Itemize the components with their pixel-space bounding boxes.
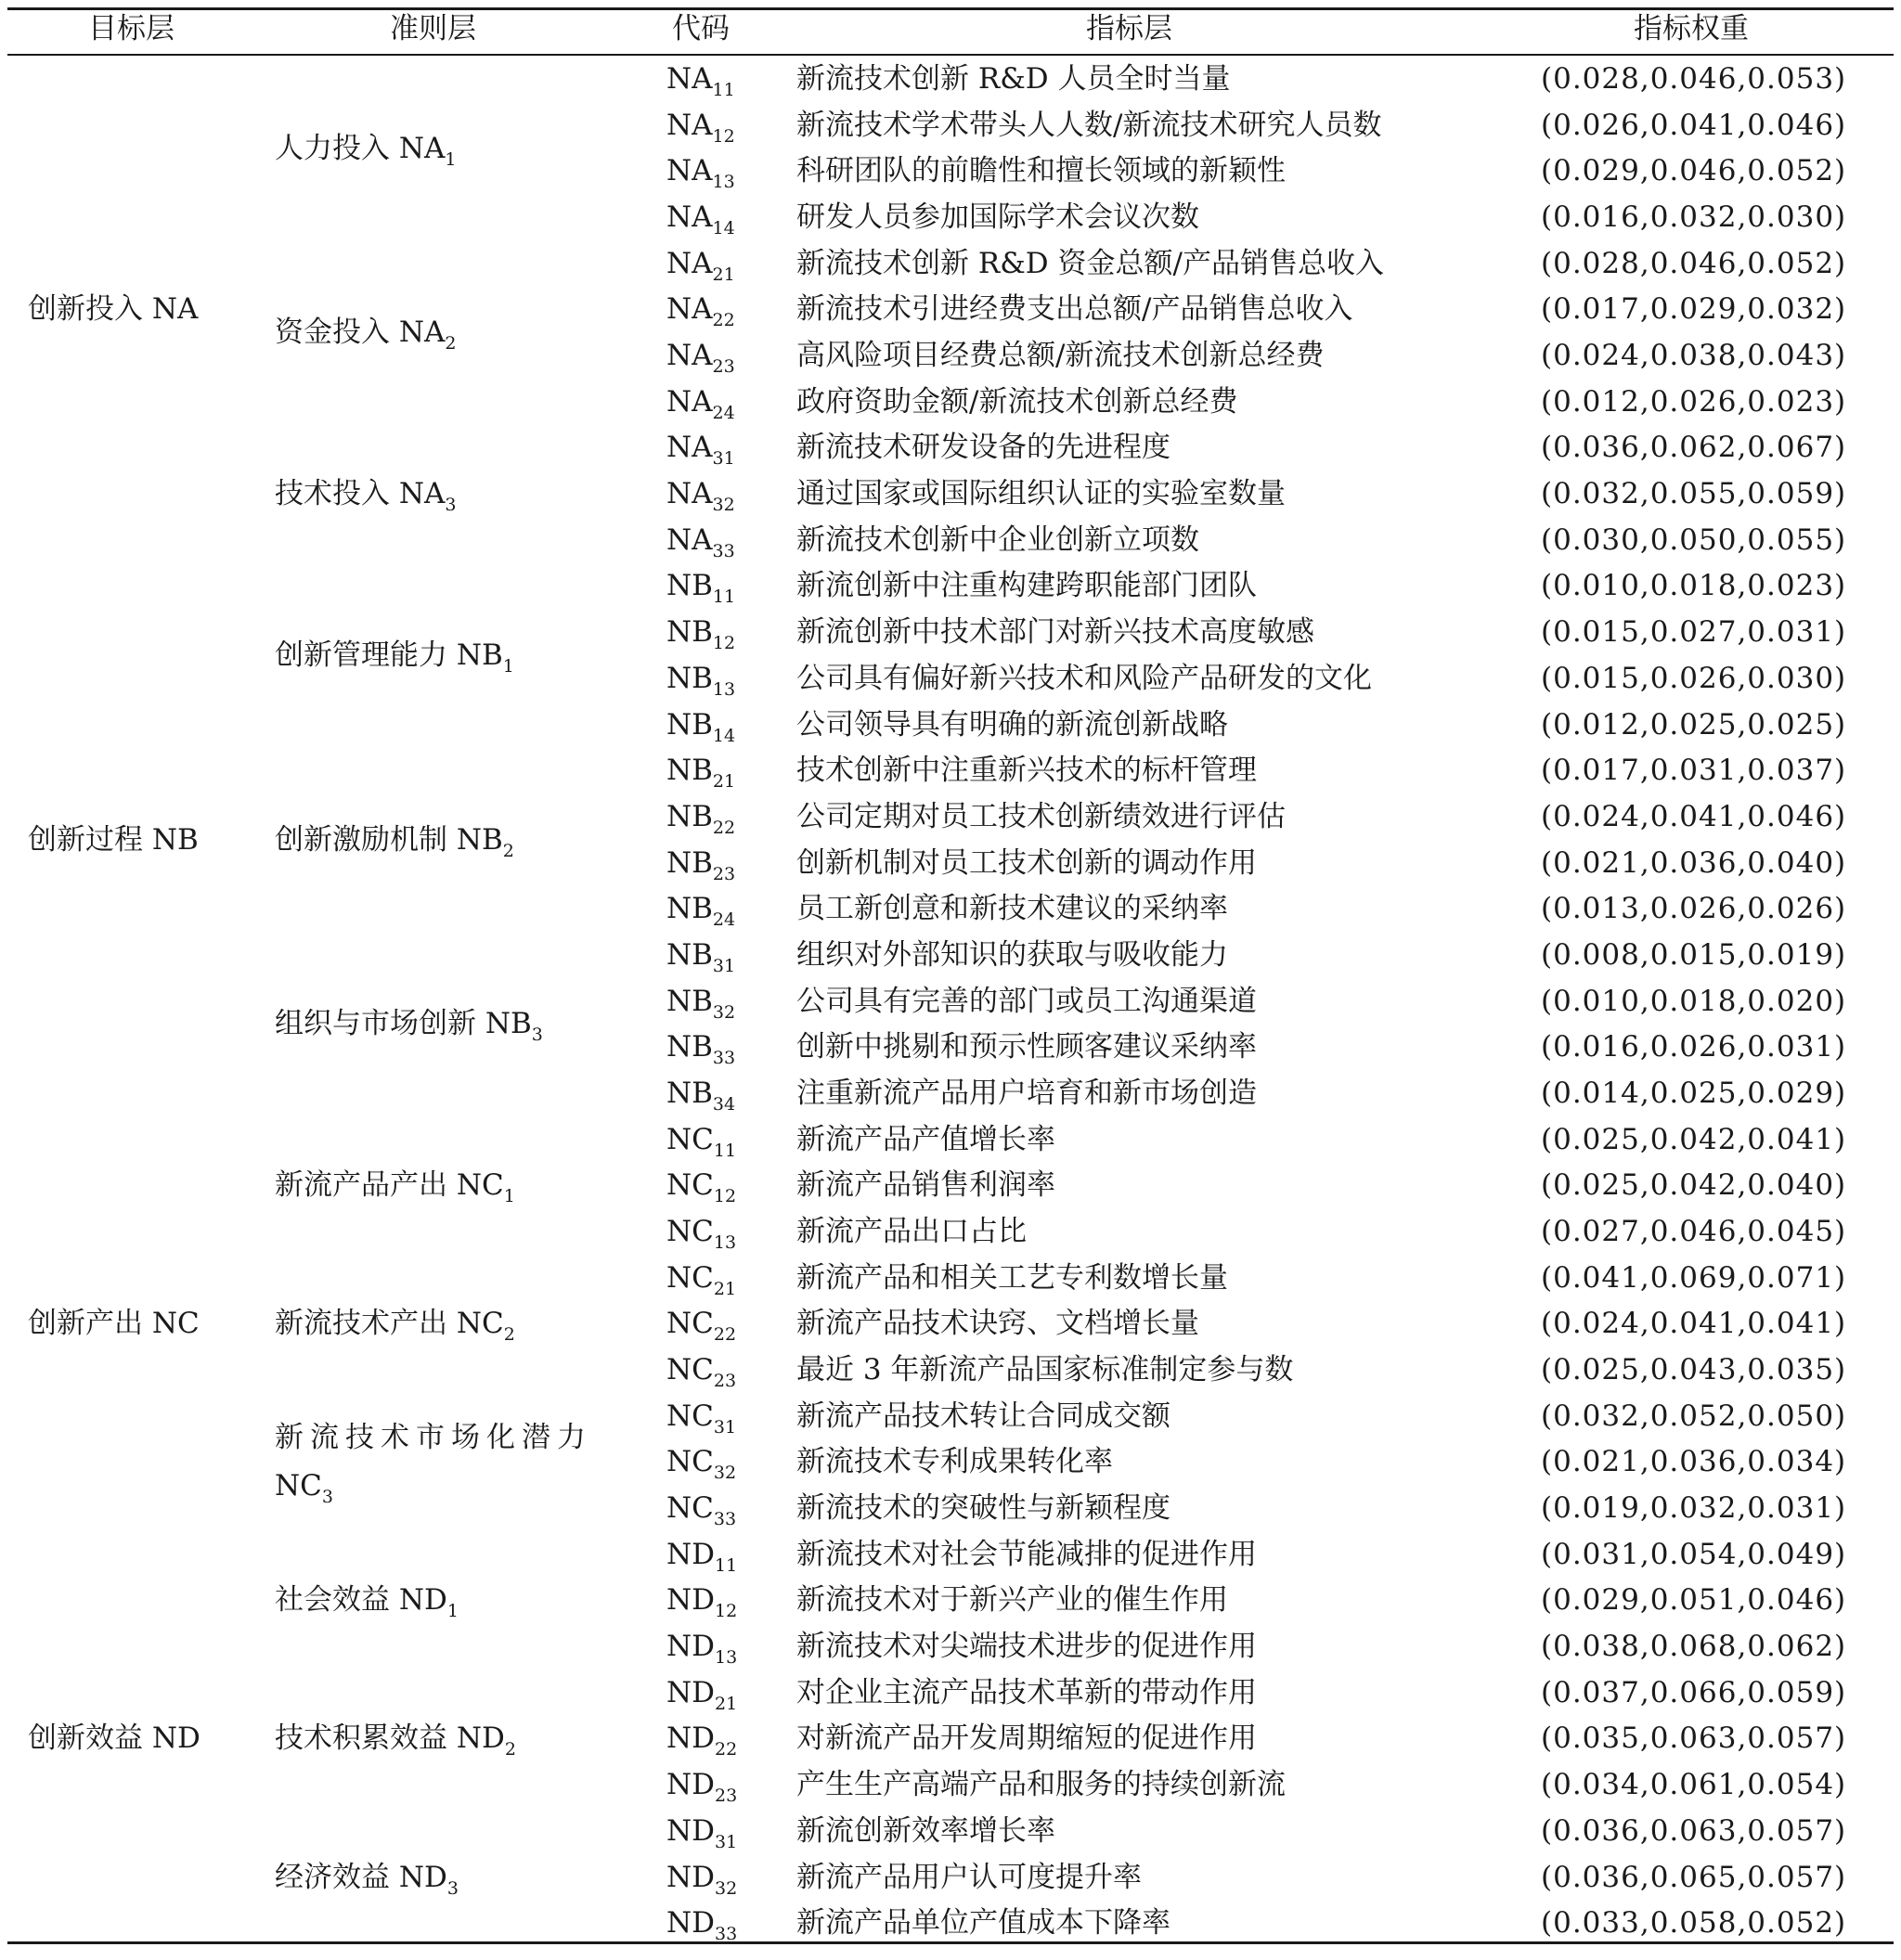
subscript: 21 [714, 1694, 738, 1714]
indicator-code: $NA_{32}$ [666, 477, 735, 515]
header-goal-layer: 目标层 [88, 12, 175, 45]
criteria-label: 技术积累效益 $ND_2$ [275, 1721, 516, 1760]
indicator-text: 研发人员参加国际学术会议次数 [796, 200, 1199, 234]
subscript: 31 [714, 1832, 738, 1852]
indicator-weight: (0.032,0.055,0.059) [1541, 477, 1847, 510]
header-indicator-weight: 指标权重 [1634, 12, 1749, 45]
indicator-code: $NA_{12}$ [666, 109, 735, 147]
indicator-code: $NA_{11}$ [666, 62, 735, 100]
indicator-code: $NA_{22}$ [666, 292, 735, 330]
indicator-weight: (0.025,0.042,0.041) [1541, 1123, 1847, 1156]
indicator-weight: (0.036,0.065,0.057) [1541, 1861, 1847, 1894]
criteria-label: 资金投入 $NA_2$ [275, 316, 457, 354]
subscript: 21 [713, 1279, 737, 1299]
goal-label: 创新投入 NA [28, 292, 199, 326]
indicator-text: 公司具有完善的部门或员工沟通渠道 [796, 985, 1257, 1018]
indicator-code: $NA_{24}$ [666, 385, 735, 423]
subscript: 33 [714, 1924, 738, 1944]
indicator-weight: (0.010,0.018,0.020) [1541, 985, 1847, 1018]
subscript: 22 [712, 310, 735, 330]
subscript: 13 [714, 1647, 738, 1668]
subscript: 2 [445, 333, 457, 354]
criteria-label: 社会效益 $ND_1$ [275, 1583, 459, 1621]
indicator-code: $ND_{12}$ [666, 1583, 738, 1621]
subscript: 24 [712, 909, 736, 930]
indicator-text: 公司领导具有明确的新流创新战略 [796, 708, 1228, 741]
subscript: 2 [502, 841, 514, 861]
indicator-text: 最近 3 年新流产品国家标准制定参与数 [796, 1353, 1294, 1386]
subscript: 12 [714, 1601, 738, 1621]
indicator-weight: (0.036,0.063,0.057) [1541, 1814, 1847, 1848]
subscript: 31 [712, 448, 735, 469]
indicator-weight: (0.041,0.069,0.071) [1541, 1261, 1847, 1295]
indicator-text: 新流产品产值增长率 [796, 1123, 1055, 1156]
subscript: 32 [712, 1002, 736, 1023]
goal-label: 创新产出 NC [28, 1307, 200, 1340]
subscript: 32 [714, 1878, 738, 1899]
indicator-code: $NB_{22}$ [666, 800, 736, 838]
indicator-code: $NC_{12}$ [666, 1168, 737, 1206]
indicator-text: 新流技术创新中企业创新立项数 [796, 523, 1199, 557]
indicator-text: 新流技术对尖端技术进步的促进作用 [796, 1630, 1257, 1663]
indicator-code: $NC_{22}$ [666, 1307, 737, 1345]
indicator-text: 高风险项目经费总额/新流技术创新总经费 [796, 339, 1325, 372]
indicator-weight: (0.024,0.038,0.043) [1541, 339, 1847, 372]
indicator-weight: (0.025,0.043,0.035) [1541, 1353, 1847, 1386]
indicator-code: $NB_{34}$ [666, 1077, 736, 1115]
indicator-text: 通过国家或国际组织认证的实验室数量 [796, 477, 1286, 510]
indicator-weight: (0.017,0.031,0.037) [1541, 754, 1847, 787]
indicator-code: $NB_{32}$ [666, 985, 736, 1023]
indicator-weight: (0.016,0.032,0.030) [1541, 200, 1847, 234]
indicator-code: $NA_{21}$ [666, 247, 735, 285]
subscript: 34 [712, 1094, 736, 1115]
indicator-weight: (0.024,0.041,0.046) [1541, 800, 1847, 833]
indicator-text: 技术创新中注重新兴技术的标杆管理 [796, 754, 1257, 787]
subscript: 21 [712, 264, 735, 285]
subscript: 22 [713, 1324, 737, 1345]
indicator-code: $NB_{21}$ [666, 754, 736, 792]
subscript: 12 [712, 633, 736, 653]
indicator-text: 新流创新中注重构建跨职能部门团队 [796, 569, 1257, 602]
subscript: 33 [712, 1048, 736, 1068]
indicator-weight: (0.031,0.054,0.049) [1541, 1538, 1847, 1571]
subscript: 23 [712, 864, 736, 884]
indicator-code: $NB_{24}$ [666, 892, 736, 930]
indicator-code: $NC_{32}$ [666, 1445, 737, 1483]
indicator-weight: (0.015,0.026,0.030) [1541, 662, 1847, 695]
indicator-text: 新流产品技术转让合同成交额 [796, 1399, 1170, 1433]
indicator-text: 新流技术创新 R&D 资金总额/产品销售总收入 [796, 247, 1384, 280]
indicator-code: $ND_{13}$ [666, 1630, 738, 1668]
indicator-weight: (0.027,0.046,0.045) [1541, 1215, 1847, 1248]
subscript: 21 [712, 771, 736, 792]
subscript: 31 [713, 1417, 737, 1438]
indicator-code: $ND_{33}$ [666, 1906, 738, 1944]
subscript: 33 [712, 541, 735, 561]
indicator-code: $ND_{32}$ [666, 1861, 738, 1899]
subscript: 13 [713, 1232, 737, 1253]
subscript: 3 [321, 1487, 333, 1507]
indicator-weight: (0.035,0.063,0.057) [1541, 1721, 1847, 1755]
indicator-code: $NB_{23}$ [666, 846, 736, 884]
indicator-weight: (0.012,0.026,0.023) [1541, 385, 1847, 419]
indicator-code: $NB_{33}$ [666, 1030, 736, 1068]
subscript: 1 [445, 149, 457, 170]
indicator-text: 公司定期对员工技术创新绩效进行评估 [796, 800, 1286, 833]
header-criteria-layer: 准则层 [390, 12, 476, 45]
subscript: 13 [712, 172, 735, 192]
indicator-code: $NB_{11}$ [666, 569, 736, 607]
indicator-code: $NB_{14}$ [666, 708, 736, 746]
indicator-weight: (0.021,0.036,0.034) [1541, 1445, 1847, 1478]
criteria-label: 创新激励机制 $NB_2$ [275, 823, 514, 861]
indicator-weight: (0.010,0.018,0.023) [1541, 569, 1847, 602]
indicator-weight: (0.012,0.025,0.025) [1541, 708, 1847, 741]
subscript: 11 [712, 587, 736, 607]
indicator-text: 新流产品用户认可度提升率 [796, 1861, 1142, 1894]
subscript: 11 [714, 1555, 738, 1576]
indicator-weight: (0.038,0.068,0.062) [1541, 1630, 1847, 1663]
subscript: 1 [503, 1186, 515, 1206]
indicator-text: 新流产品技术诀窍、文档增长量 [796, 1307, 1199, 1340]
subscript: 1 [502, 656, 514, 677]
indicator-text: 新流技术的突破性与新颖程度 [796, 1491, 1170, 1525]
indicator-text: 科研团队的前瞻性和擅长领域的新颖性 [796, 154, 1286, 187]
indicator-text: 产生生产高端产品和服务的持续创新流 [796, 1768, 1286, 1801]
criteria-label: 技术投入 $NA_3$ [275, 477, 457, 515]
indicator-text: 对企业主流产品技术革新的带动作用 [796, 1676, 1257, 1709]
indicator-weight: (0.014,0.025,0.029) [1541, 1077, 1847, 1110]
subscript: 2 [503, 1324, 515, 1345]
subscript: 23 [713, 1371, 737, 1391]
indicator-text: 创新中挑剔和预示性顾客建议采纳率 [796, 1030, 1257, 1064]
indicator-text: 新流技术研发设备的先进程度 [796, 431, 1170, 464]
indicator-weight: (0.019,0.032,0.031) [1541, 1491, 1847, 1525]
indicator-text: 员工新创意和新技术建议的采纳率 [796, 892, 1228, 925]
subscript: 23 [712, 356, 735, 377]
indicator-code: $NA_{13}$ [666, 154, 735, 192]
subscript: 3 [446, 1878, 459, 1899]
subscript: 14 [712, 726, 736, 746]
goal-label: 创新效益 ND [28, 1721, 200, 1755]
indicator-code: $NA_{33}$ [666, 523, 735, 561]
indicator-weight: (0.036,0.062,0.067) [1541, 431, 1847, 464]
indicator-weight: (0.008,0.015,0.019) [1541, 938, 1847, 972]
table-top-rule [7, 7, 1894, 10]
indicator-code: $ND_{22}$ [666, 1721, 738, 1760]
indicator-code: $NB_{12}$ [666, 615, 736, 653]
criteria-label: 人力投入 $NA_1$ [275, 132, 457, 170]
indicator-weight: (0.016,0.026,0.031) [1541, 1030, 1847, 1064]
indicator-code: $ND_{21}$ [666, 1676, 738, 1714]
indicator-text: 新流创新效率增长率 [796, 1814, 1055, 1848]
subscript: 11 [713, 1141, 737, 1161]
subscript: 32 [713, 1463, 737, 1483]
indicator-text: 新流产品单位产值成本下降率 [796, 1906, 1170, 1940]
header-code: 代码 [672, 12, 730, 45]
indicator-weight: (0.029,0.051,0.046) [1541, 1583, 1847, 1617]
subscript: 12 [713, 1186, 737, 1206]
criteria-label: 新流技术市场化潜力 [275, 1421, 592, 1454]
indicator-code: $NC_{23}$ [666, 1353, 737, 1391]
subscript: 22 [712, 818, 736, 838]
criteria-label: 创新管理能力 $NB_1$ [275, 638, 514, 677]
indicator-code: $NC_{13}$ [666, 1215, 737, 1253]
indicator-text: 新流产品出口占比 [796, 1215, 1027, 1248]
indicator-weight: (0.013,0.026,0.026) [1541, 892, 1847, 925]
indicator-weight: (0.030,0.050,0.055) [1541, 523, 1847, 557]
criteria-label: 新流产品产出 $NC_1$ [275, 1168, 515, 1206]
indicator-weight: (0.017,0.029,0.032) [1541, 292, 1847, 326]
indicator-text: 公司具有偏好新兴技术和风险产品研发的文化 [796, 662, 1372, 695]
indicator-text: 新流产品销售利润率 [796, 1168, 1055, 1202]
table-bottom-rule [7, 1941, 1894, 1944]
indicator-weight: (0.033,0.058,0.052) [1541, 1906, 1847, 1940]
header-bottom-rule [7, 54, 1894, 56]
indicator-weight: (0.025,0.042,0.040) [1541, 1168, 1847, 1202]
indicator-text: 新流技术对于新兴产业的催生作用 [796, 1583, 1228, 1617]
indicator-text: 新流技术对社会节能减排的促进作用 [796, 1538, 1257, 1571]
indicator-text: 对新流产品开发周期缩短的促进作用 [796, 1721, 1257, 1755]
indicator-code: $NC_{21}$ [666, 1261, 737, 1299]
subscript: 3 [531, 1025, 543, 1045]
subscript: 24 [712, 403, 735, 423]
indicator-weight: (0.021,0.036,0.040) [1541, 846, 1847, 880]
indicator-text: 新流产品和相关工艺专利数增长量 [796, 1261, 1228, 1295]
indicator-code: $NA_{23}$ [666, 339, 735, 377]
indicator-text: 新流创新中技术部门对新兴技术高度敏感 [796, 615, 1314, 649]
indicator-code: $NB_{13}$ [666, 662, 736, 700]
subscript: 14 [712, 218, 735, 239]
indicator-code: $NC_{11}$ [666, 1123, 737, 1161]
goal-label: 创新过程 NB [28, 823, 199, 857]
subscript: 31 [712, 956, 736, 976]
indicator-text: 新流技术学术带头人人数/新流技术研究人员数 [796, 109, 1382, 142]
indicator-code: $NB_{31}$ [666, 938, 736, 976]
indicator-text: 新流技术专利成果转化率 [796, 1445, 1113, 1478]
indicator-weight: (0.029,0.046,0.052) [1541, 154, 1847, 187]
subscript: 3 [445, 495, 457, 515]
indicator-text: 新流技术创新 R&D 人员全时当量 [796, 62, 1231, 96]
indicator-weight: (0.026,0.041,0.046) [1541, 109, 1847, 142]
subscript: 32 [712, 495, 735, 515]
criteria-label: 新流技术产出 $NC_2$ [275, 1307, 515, 1345]
indicator-text: 注重新流产品用户培育和新市场创造 [796, 1077, 1257, 1110]
indicator-weight: (0.015,0.027,0.031) [1541, 615, 1847, 649]
criteria-label-continued: $NC_3$ [275, 1469, 333, 1507]
criteria-label: 经济效益 $ND_3$ [275, 1861, 459, 1899]
criteria-label: 组织与市场创新 $NB_3$ [275, 1007, 543, 1045]
indicator-code: $NA_{14}$ [666, 200, 735, 239]
subscript: 11 [712, 80, 735, 100]
indicator-weight: (0.034,0.061,0.054) [1541, 1768, 1847, 1801]
indicator-text: 新流技术引进经费支出总额/产品销售总收入 [796, 292, 1353, 326]
subscript: 22 [714, 1739, 738, 1760]
indicator-weight: (0.037,0.066,0.059) [1541, 1676, 1847, 1709]
indicator-code: $NC_{31}$ [666, 1399, 737, 1438]
indicator-text: 组织对外部知识的获取与吸收能力 [796, 938, 1228, 972]
subscript: 13 [712, 679, 736, 700]
indicator-code: $ND_{11}$ [666, 1538, 738, 1576]
indicator-weight: (0.032,0.052,0.050) [1541, 1399, 1847, 1433]
indicator-text: 政府资助金额/新流技术创新总经费 [796, 385, 1238, 419]
subscript: 2 [504, 1739, 516, 1760]
indicator-code: $ND_{23}$ [666, 1768, 738, 1806]
subscript: 23 [714, 1786, 738, 1806]
indicator-weight: (0.028,0.046,0.053) [1541, 62, 1847, 96]
indicator-code: $NA_{31}$ [666, 431, 735, 469]
indicator-code: $ND_{31}$ [666, 1814, 738, 1852]
subscript: 12 [712, 126, 735, 147]
indicator-text: 创新机制对员工技术创新的调动作用 [796, 846, 1257, 880]
indicator-code: $NC_{33}$ [666, 1491, 737, 1529]
subscript: 1 [446, 1601, 459, 1621]
header-indicator-layer: 指标层 [1086, 12, 1172, 45]
subscript: 33 [713, 1509, 737, 1529]
indicator-weight: (0.024,0.041,0.041) [1541, 1307, 1847, 1340]
indicator-weight: (0.028,0.046,0.052) [1541, 247, 1847, 280]
